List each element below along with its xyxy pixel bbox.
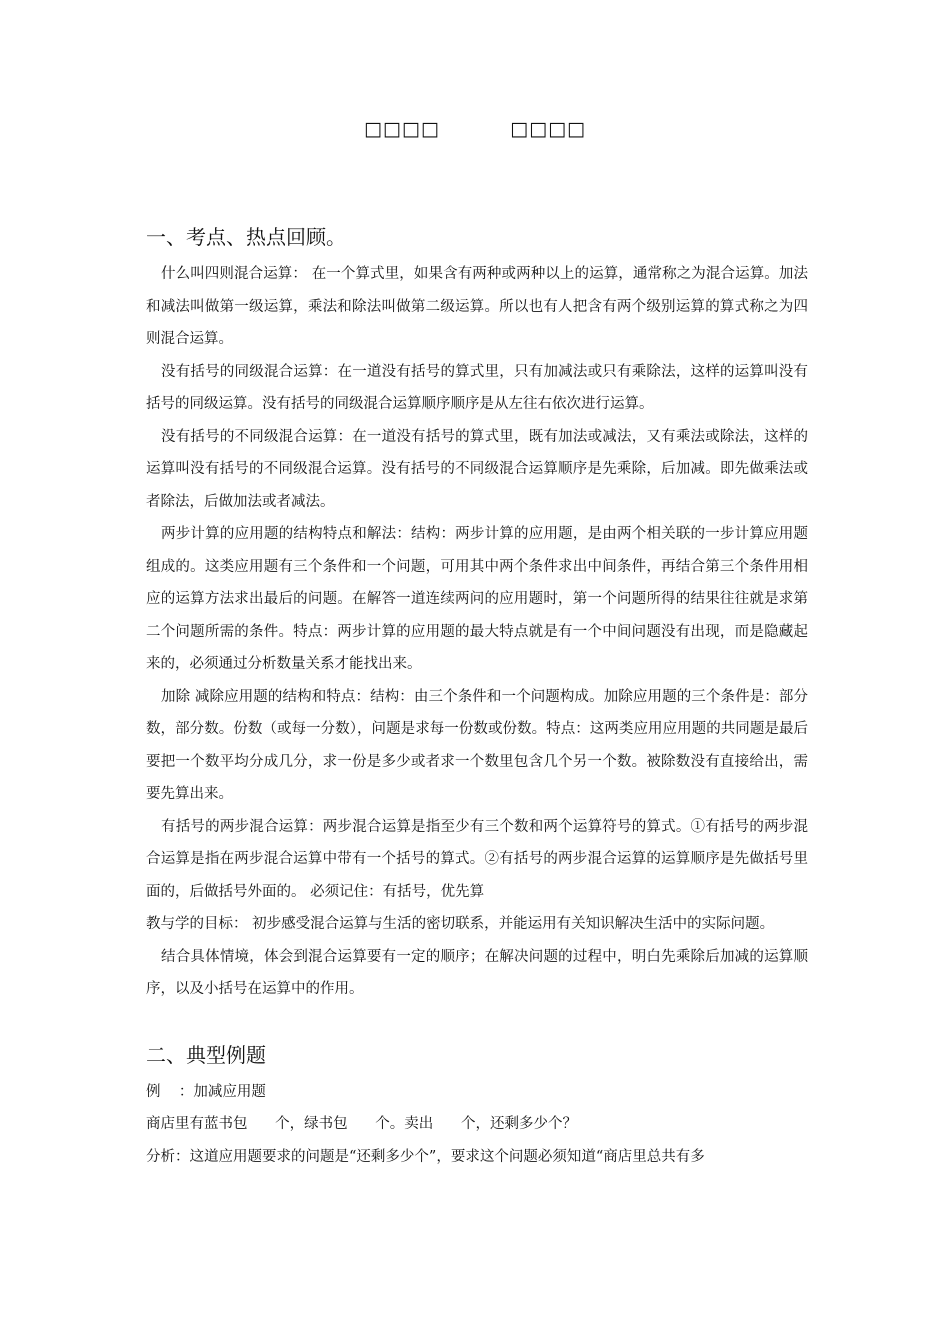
paragraph-add-divide-problems: 加除 减除应用题的结构和特点：结构：由三个条件和一个问题构成。加除应用题的三个条件是：部分数，部分数。份数（或每一分数），问题是求每一份数或份数。特点：这两类应用应用题的共同题是最后要把一个数平均分成几分，求一份是多少或者求一个数里包含几个另一个数。被除数没有直接给出，需要先算出来。 [146,688,808,802]
document-title: □□□□ □□□□ [363,118,586,140]
section-heading-review: 一、考点、热点回顾。 [146,225,346,249]
paragraph-different-level: 没有括号的不同级混合运算：在一道没有括号的算式里，既有加法或减法，又有乘法或除法，这样的运算叫没有括号的不同级混合运算。没有括号的不同级混合运算顺序是先乘除，后加减。即先做乘法或者除法，后做加法或者减法。 [146,428,808,510]
paragraph-teaching-goal: 教与学的目标： 初步感受混合运算与生活的密切联系，并能运用有关知识解决生活中的实际问题。 [146,916,775,932]
paragraph-brackets: 有括号的两步混合运算：两步混合运算是指至少有三个数和两个运算符号的算式。①有括号的两步混合运算是指在两步混合运算中带有一个括号的算式。②有括号的两步混合运算的运算顺序是先做括号里面的，后做括号外面的。 必须记住：有括号，优先算 [146,818,808,900]
example-label: 例 ：加减应用题 [146,1083,266,1100]
paragraph-same-level: 没有括号的同级混合运算：在一道没有括号的算式里，只有加减法或只有乘除法，这样的运算叫没有括号的同级运算。没有括号的同级混合运算顺序顺序是从左往右依次进行运算。 [146,363,808,412]
example-analysis: 分析：这道应用题要求的问题是“还剩多少个”，要求这个问题必须知道“商店里总共有多 [146,1148,705,1165]
paragraph-goal-detail: 结合具体情境，体会到混合运算要有一定的顺序；在解决问题的过程中，明白先乘除后加减的运算顺序，以及小括号在运算中的作用。 [146,948,808,997]
paragraph-two-step-problems: 两步计算的应用题的结构特点和解法：结构：两步计算的应用题，是由两个相关联的一步计算应用题组成的。这类应用题有三个条件和一个问题，可用其中两个条件求出中间条件，再结合第三个条件用相应的运算方法求出最后的问题。在解答一道连续两问的应用题时，第一个问题所得的结果往往就是求第二个问题所需的条件。特点：两步计算的应用题的最大特点就是有一个中间问题没有出现，而是隐藏起来的，必须通过分析数量关系才能找出来。 [146,526,808,672]
paragraph-four-operations: 什么叫四则混合运算： 在一个算式里，如果含有两种或两种以上的运算，通常称之为混合运算。加法和减法叫做第一级运算，乘法和除法叫做第二级运算。所以也有人把含有两个级别运算的算式称之为四则混合运算。 [146,266,808,347]
section-heading-examples: 二、典型例题 [146,1042,266,1067]
example-problem: 商店里有蓝书包 个，绿书包 个。卖出 个，还剩多少个？ [146,1116,577,1132]
document-body [146,222,808,1173]
